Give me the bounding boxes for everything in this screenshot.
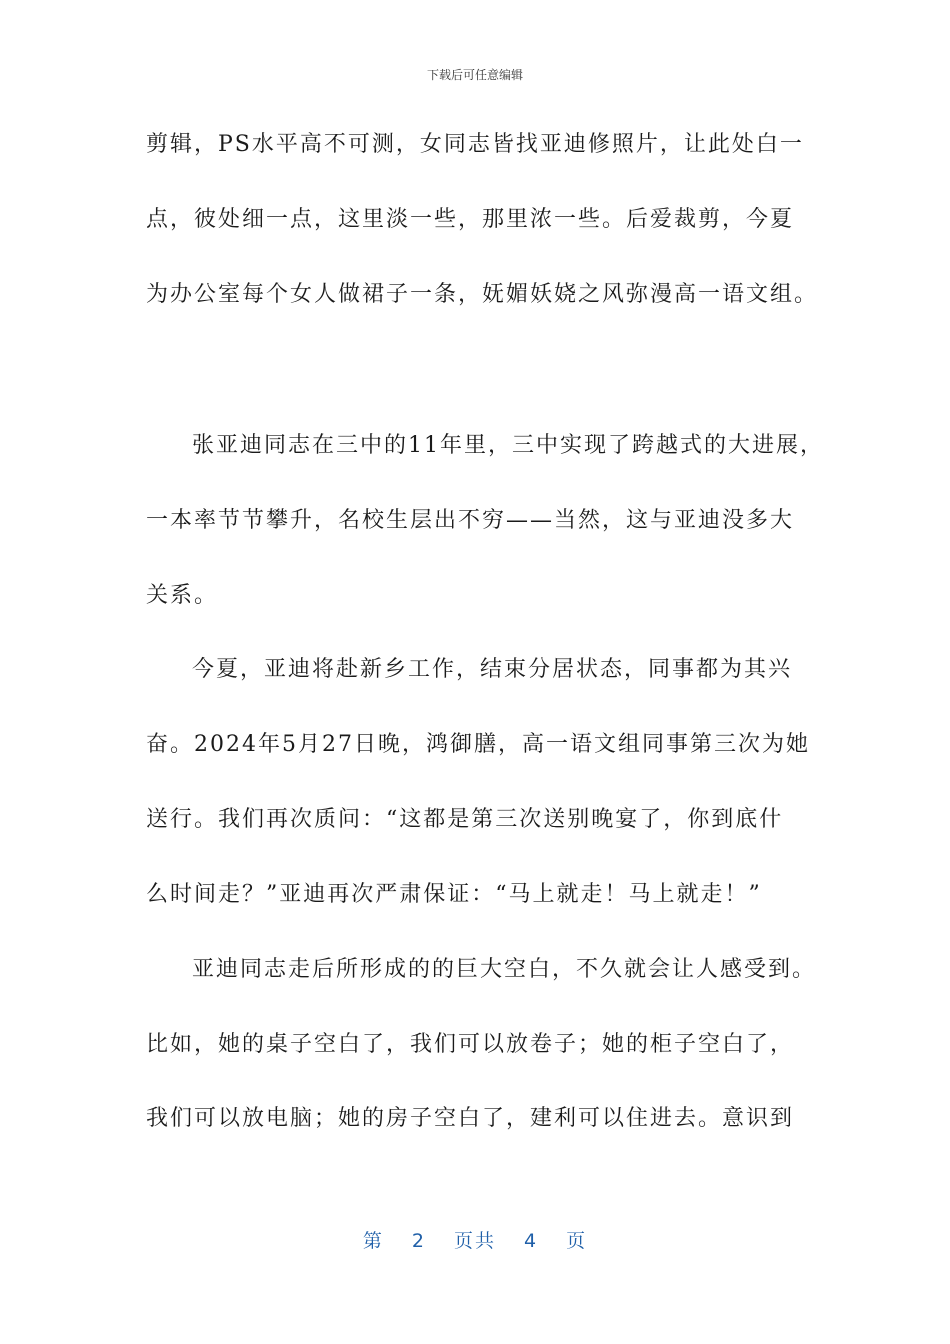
- footer-page-number: 2: [411, 1230, 426, 1252]
- body-line-9: 送行。我们再次质问：“这都是第三次送别晚宴了，你到底什: [146, 807, 784, 832]
- body-line-5: 一本率节节攀升，名校生层出不穷——当然，这与亚迪没多大: [146, 508, 795, 533]
- body-line-6: 关系。: [146, 583, 219, 608]
- page-footer: [0, 1226, 950, 1253]
- body-line-3: 为办公室每个女人做裙子一条，妩媚妖娆之风弥漫高一语文组。: [146, 282, 819, 307]
- footer-prefix: 第: [362, 1230, 384, 1252]
- body-line-4: 张亚迪同志在三中的11年里，三中实现了跨越式的大进展，: [192, 433, 824, 458]
- page-header: 下载后可任意编辑: [426, 68, 523, 82]
- body-line-1: 剪辑，PS水平高不可测，女同志皆找亚迪修照片，让此处白一: [146, 132, 804, 157]
- footer-middle: 页共: [453, 1230, 496, 1252]
- body-line-8: 奋。2024年5月27日晚，鸿御膳，高一语文组同事第三次为她: [146, 732, 810, 757]
- body-line-10: 么时间走？”亚迪再次严肃保证：“马上就走！马上就走！”: [146, 882, 762, 907]
- footer-total-pages: 4: [524, 1230, 539, 1252]
- body-line-11: 亚迪同志走后所形成的的巨大空白，不久就会让人感受到。: [192, 957, 817, 982]
- footer-suffix: 页: [566, 1230, 588, 1252]
- body-line-2: 点，彼处细一点，这里淡一些，那里浓一些。后爱裁剪，今夏: [146, 207, 795, 232]
- body-line-7: 今夏，亚迪将赴新乡工作，结束分居状态，同事都为其兴: [192, 657, 793, 682]
- body-line-12: 比如，她的桌子空白了，我们可以放卷子；她的柜子空白了，: [146, 1032, 795, 1057]
- body-line-13: 我们可以放电脑；她的房子空白了，建利可以住进去。意识到: [146, 1106, 795, 1131]
